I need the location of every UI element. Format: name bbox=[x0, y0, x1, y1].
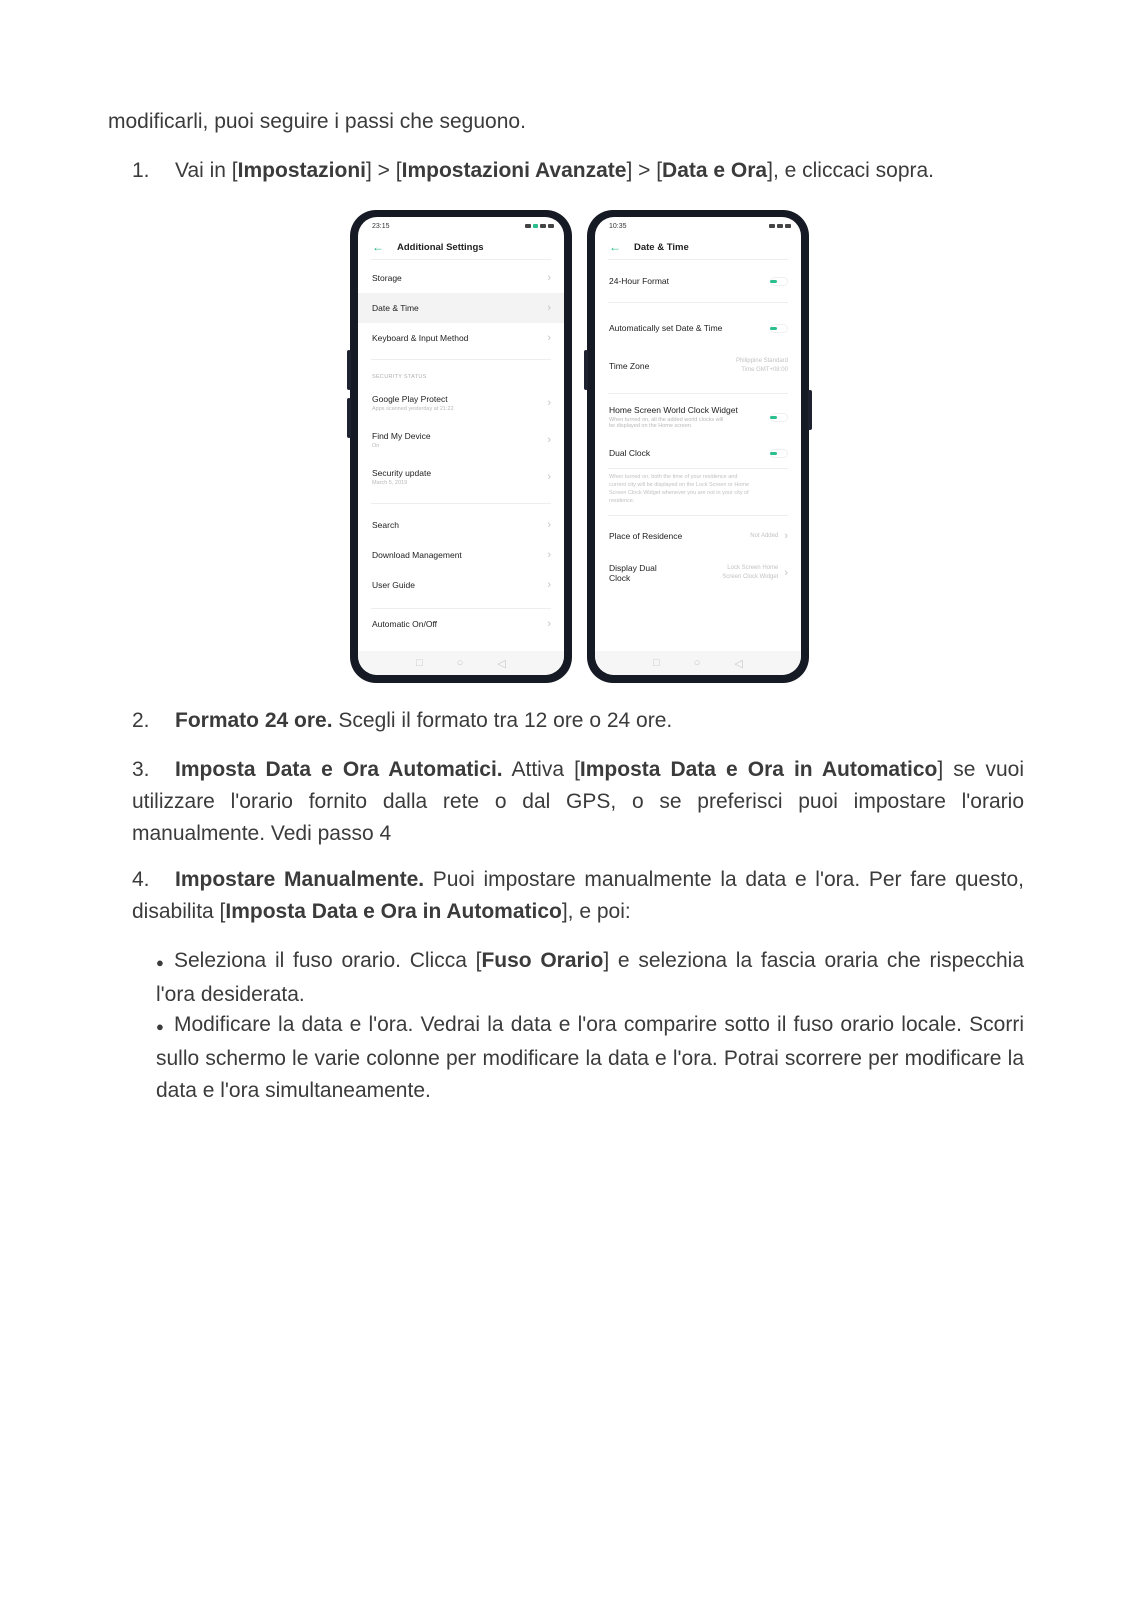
back-nav-icon[interactable]: ◁ bbox=[734, 657, 743, 670]
setting-time-zone[interactable]: Time Zone Philippine Standard Time GMT+08:00 bbox=[609, 358, 788, 373]
setting-world-clock-widget[interactable]: Home Screen World Clock Widget When turned on, all the added world clocks will be displayed on the Home screen. bbox=[595, 396, 801, 438]
chevron-right-icon: › bbox=[784, 530, 788, 542]
setting-auto-date-time[interactable]: Automatically set Date & Time bbox=[595, 305, 801, 351]
step-2: 2. Formato 24 ore. Scegli il formato tra 12 ore o 24 ore. bbox=[132, 705, 672, 737]
settings-item-download[interactable]: Download Management › bbox=[372, 549, 551, 561]
step-number: 2. bbox=[132, 709, 150, 732]
chevron-right-icon: › bbox=[547, 618, 551, 630]
settings-item-date-time[interactable]: Date & Time › bbox=[358, 293, 564, 323]
chevron-right-icon: › bbox=[547, 396, 551, 409]
chevron-right-icon: › bbox=[547, 549, 551, 561]
settings-item-keyboard[interactable]: Keyboard & Input Method › bbox=[372, 332, 551, 344]
chevron-right-icon: › bbox=[547, 332, 551, 344]
back-arrow-icon[interactable]: ← bbox=[372, 240, 384, 254]
settings-item-user-guide[interactable]: User Guide › bbox=[372, 579, 551, 591]
settings-item-storage[interactable]: Storage › bbox=[372, 272, 551, 284]
screen-title: Date & Time bbox=[634, 241, 689, 253]
chevron-right-icon: › bbox=[784, 567, 788, 579]
setting-24-hour[interactable]: 24-Hour Format bbox=[595, 260, 801, 302]
screen-title: Additional Settings bbox=[397, 241, 484, 253]
phone-screen bbox=[595, 217, 801, 675]
setting-display-dual-clock[interactable]: Display Dual Clock Lock Screen Home Screen Clock Widget › bbox=[609, 563, 788, 583]
chevron-right-icon: › bbox=[547, 470, 551, 483]
status-bar: 23:15 bbox=[358, 217, 564, 235]
step-number: 1. bbox=[132, 159, 150, 182]
recent-apps-icon[interactable]: □ bbox=[416, 657, 423, 669]
chevron-right-icon: › bbox=[547, 519, 551, 531]
bullet-icon: ● bbox=[156, 1019, 164, 1034]
section-label: SECURITY STATUS bbox=[372, 374, 427, 380]
phone-additional-settings bbox=[350, 210, 572, 683]
toggle-switch[interactable] bbox=[770, 324, 788, 333]
settings-item-automatic[interactable]: Automatic On/Off › bbox=[372, 618, 551, 630]
step-4: 4. Impostare Manualmente. Puoi impostare manualmente la data e l'ora. Per fare questo, disabilita [Imposta Data e Ora in Automatico], e poi: bbox=[132, 864, 1024, 928]
home-icon[interactable]: ○ bbox=[693, 657, 701, 669]
status-bar: 10:35 bbox=[595, 217, 801, 235]
chevron-right-icon: › bbox=[547, 302, 551, 314]
step-number: 4. bbox=[132, 868, 150, 891]
toggle-switch[interactable] bbox=[770, 449, 788, 458]
chevron-right-icon: › bbox=[547, 433, 551, 446]
recent-apps-icon[interactable]: □ bbox=[653, 657, 660, 669]
setting-dual-clock[interactable]: Dual Clock bbox=[595, 438, 801, 468]
chevron-right-icon: › bbox=[547, 272, 551, 284]
bullet-icon: ● bbox=[156, 955, 164, 970]
settings-item-security-update[interactable]: Security update March 5, 2019 › bbox=[372, 467, 551, 486]
phone-date-time bbox=[587, 210, 809, 683]
bullet-item: ● Modificare la data e l'ora. Vedrai la data e l'ora comparire sotto il fuso orario locale. Scorri sullo schermo le varie colonne per modificare la data e l'ora. Potrai scorrere per modificare la data e l'ora simultaneamente. bbox=[156, 1013, 1024, 1102]
intro-text: modificarli, puoi seguire i passi che seguono. bbox=[108, 110, 526, 133]
settings-item-play-protect[interactable]: Google Play Protect Apps scanned yesterday at 21:22 › bbox=[372, 393, 551, 412]
toggle-switch[interactable] bbox=[770, 413, 788, 422]
back-nav-icon[interactable]: ◁ bbox=[497, 657, 506, 670]
bullet-item: ● Seleziona il fuso orario. Clicca [Fuso Orario] e seleziona la fascia oraria che rispecchia l'ora desiderata. bbox=[156, 949, 1024, 1006]
home-icon[interactable]: ○ bbox=[456, 657, 464, 669]
settings-item-find-device[interactable]: Find My Device On › bbox=[372, 430, 551, 449]
step-1: 1. Vai in [Impostazioni] > [Impostazioni Avanzate] > [Data e Ora], e cliccaci sopra. bbox=[132, 155, 934, 187]
setting-place-of-residence[interactable]: Place of Residence Not Added › bbox=[609, 530, 788, 542]
nav-bar bbox=[595, 651, 801, 675]
back-arrow-icon[interactable]: ← bbox=[609, 240, 621, 254]
step-3: 3. Imposta Data e Ora Automatici. Attiva [Imposta Data e Ora in Automatico] se vuoi utilizzare l'orario fornito dalla rete o dal GPS, o se preferisci puoi impostare l'orario manualmente. Vedi passo 4 bbox=[132, 754, 1024, 850]
screen-header bbox=[595, 235, 801, 259]
dual-clock-description: When turned on, both the time of your residence and current city will be displayed on the Lock Screen or Home Screen Clock Widget whenever you are not in your city of residence. bbox=[609, 474, 750, 504]
phone-screen bbox=[358, 217, 564, 675]
step-number: 3. bbox=[132, 758, 150, 781]
screen-header bbox=[358, 235, 564, 259]
toggle-switch[interactable] bbox=[770, 277, 788, 286]
chevron-right-icon: › bbox=[547, 579, 551, 591]
settings-item-search[interactable]: Search › bbox=[372, 519, 551, 531]
nav-bar bbox=[358, 651, 564, 675]
